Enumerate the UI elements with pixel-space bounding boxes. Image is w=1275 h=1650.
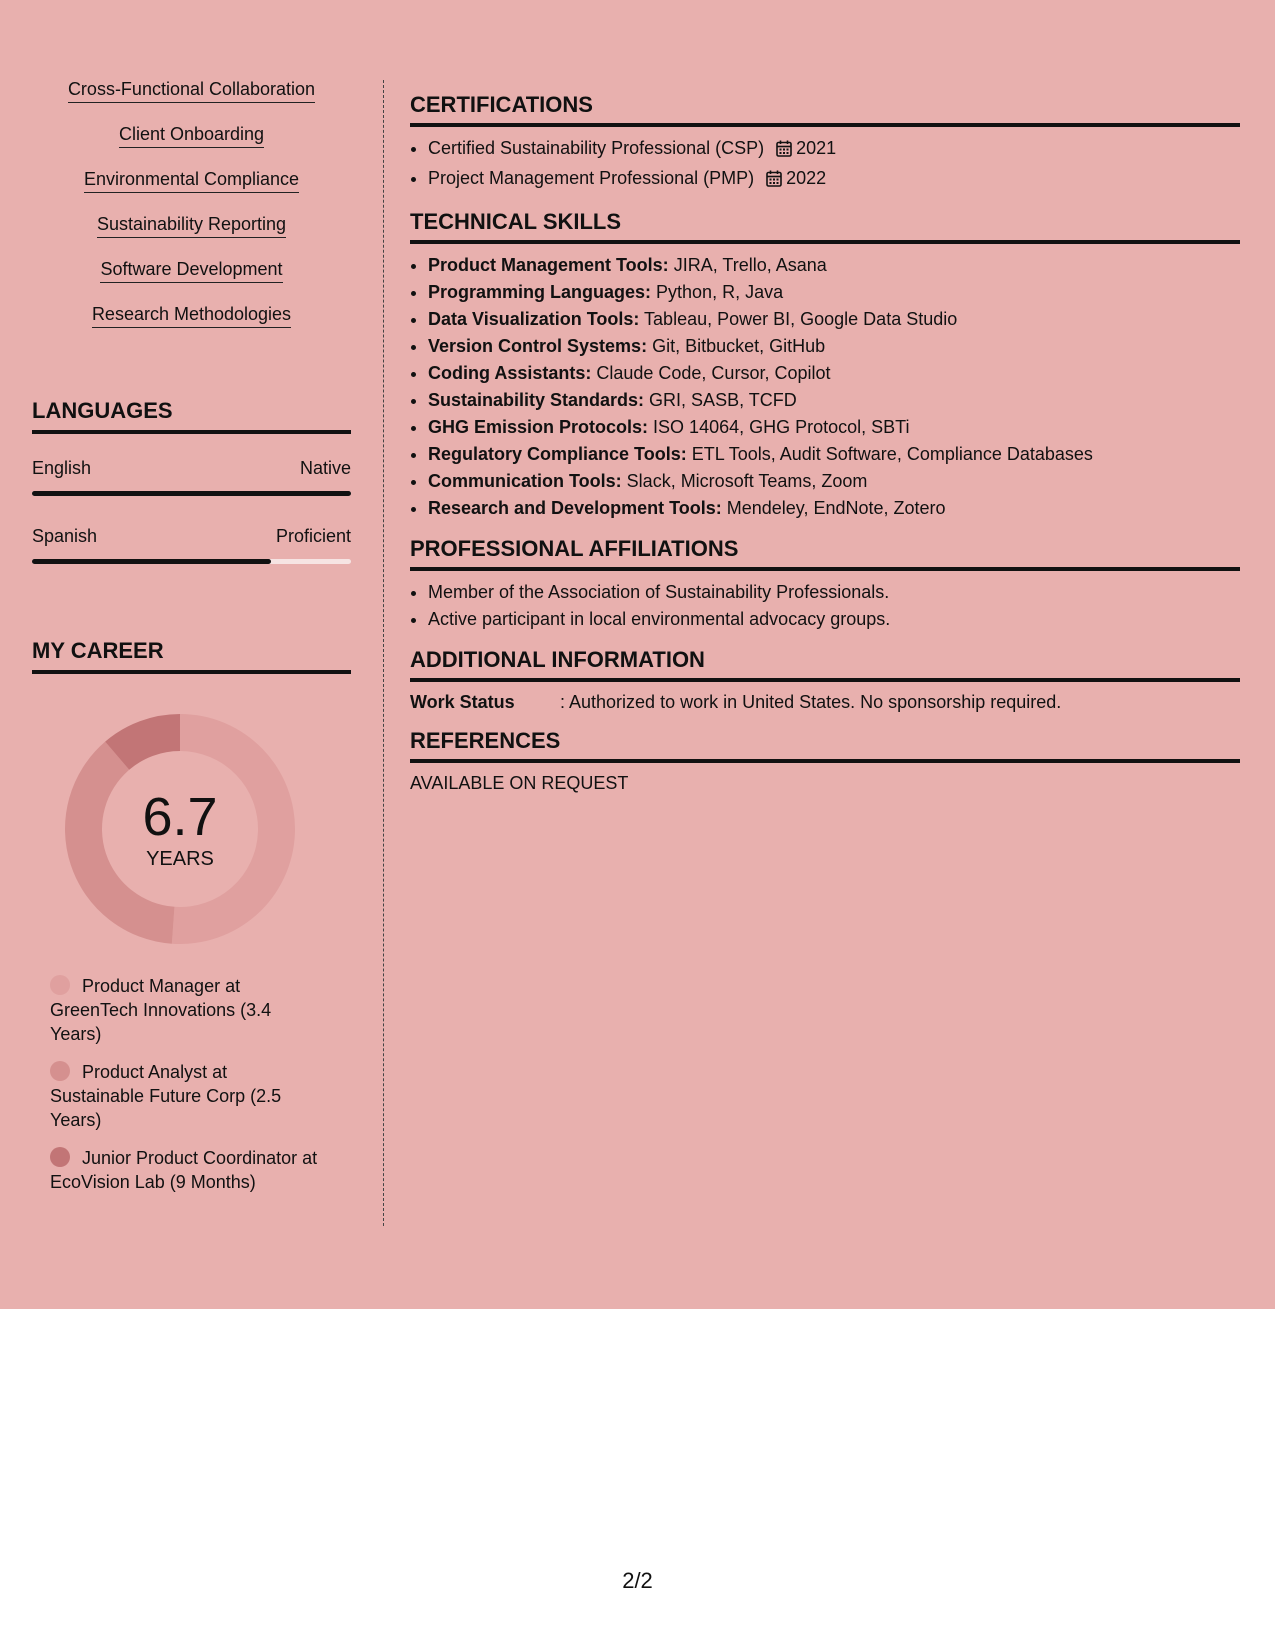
certifications-list [410,135,1240,195]
work-status-value: : Authorized to work in United States. No sponsorship required. [560,692,1062,712]
certification-name: Certified Sustainability Professional (CSP) [428,138,765,158]
legend-label: Product Manager at GreenTech Innovations (3.4 Years) [50,976,272,1044]
language-row [32,526,351,547]
certification-name: Project Management Professional (PMP) [428,168,755,188]
skill-category: GHG Emission Protocols: [428,417,649,437]
technical-skill-item [428,279,1240,306]
legend-item [50,1060,320,1132]
skill-item: Environmental Compliance [32,168,351,213]
skill-category: Research and Development Tools: [428,498,722,518]
certifications-title: CERTIFICATIONS [410,92,1240,127]
additional-info-section [410,647,1240,714]
career-title: MY CAREER [32,638,351,674]
legend-dot [50,975,70,995]
left-column [32,78,351,1208]
technical-skill-item [428,306,1240,333]
affiliation-item: • Active participant in local environmental advocacy groups. [428,606,1240,633]
certification-year: 2022 [786,168,827,188]
skill-category: Regulatory Compliance Tools: [428,444,687,464]
language-name: Spanish [32,526,98,546]
skill-item: Client Onboarding [32,123,351,168]
skill-item: Sustainability Reporting [32,213,351,258]
column-divider [383,80,384,1226]
career-legend [50,974,320,1194]
technical-skill-item [428,414,1240,441]
technical-skill-item [428,252,1240,279]
technical-skill-item [428,387,1240,414]
technical-skills-section [410,209,1240,522]
language-bar-fill [32,559,271,564]
affiliations-section [410,536,1240,633]
language-bar-fill [32,491,351,496]
skill-values: ISO 14064, GHG Protocol, SBTi [648,417,910,437]
skill-values: JIRA, Trello, Asana [668,255,827,275]
language-bar [32,559,351,564]
language-bar [32,491,351,496]
references-section [410,728,1240,794]
language-level: Native [299,458,351,478]
career-donut-chart [65,714,295,944]
skill-category: Coding Assistants: [428,363,592,383]
calendar-icon [766,168,782,195]
skill-values: Tableau, Power BI, Google Data Studio [639,309,958,329]
certifications-section [410,92,1240,195]
legend-dot [50,1147,70,1167]
additional-info-title: ADDITIONAL INFORMATION [410,647,1240,682]
languages-section [32,398,351,564]
skill-values: Slack, Microsoft Teams, Zoom [621,471,868,491]
certification-item [428,165,1240,195]
technical-skill-item [428,360,1240,387]
technical-skill-item [428,495,1240,522]
legend-label: Product Analyst at Sustainable Future Corp (2.5 Years) [50,1062,282,1130]
skill-values: Claude Code, Cursor, Copilot [591,363,831,383]
career-section [32,638,351,1194]
languages-title: LANGUAGES [32,398,351,434]
skill-category: Version Control Systems: [428,336,648,356]
affiliations-title: PROFESSIONAL AFFILIATIONS [410,536,1240,571]
skill-item: Research Methodologies [32,303,351,348]
skill-values: Python, R, Java [651,282,784,302]
technical-skill-item [428,468,1240,495]
skill-item: Cross-Functional Collaboration [32,78,351,123]
career-total-years: 6.7 [142,787,218,847]
work-status-row [410,690,1240,714]
language-name: English [32,458,92,478]
affiliation-item: • Member of the Association of Sustainability Professionals. [428,579,1240,606]
legend-dot [50,1061,70,1081]
technical-skill-item [428,441,1240,468]
career-total-unit: YEARS [146,848,214,870]
page-number: 2/2 [622,1568,653,1593]
certification-item [428,135,1240,165]
technical-skills-title: TECHNICAL SKILLS [410,209,1240,244]
skill-values: Mendeley, EndNote, Zotero [721,498,946,518]
work-status-label: Work Status [410,692,515,712]
affiliations-list [410,579,1240,633]
skill-values: Git, Bitbucket, GitHub [647,336,826,356]
legend-item [50,974,320,1046]
legend-item [50,1146,320,1194]
skill-values: ETL Tools, Audit Software, Compliance Databases [686,444,1093,464]
skill-values: GRI, SASB, TCFD [644,390,797,410]
donut-center [65,714,295,944]
language-level: Proficient [275,526,351,546]
calendar-icon [776,138,792,165]
skill-item: Software Development [32,258,351,303]
certification-year: 2021 [796,138,837,158]
references-title: REFERENCES [410,728,1240,763]
language-row [32,458,351,479]
references-text: AVAILABLE ON REQUEST [410,773,629,793]
legend-label: Junior Product Coordinator at EcoVision Lab (9 Months) [50,1148,318,1192]
skill-category: Communication Tools: [428,471,622,491]
skills-list [32,78,351,348]
skill-category: Sustainability Standards: [428,390,645,410]
technical-skill-item [428,333,1240,360]
skill-category: Data Visualization Tools: [428,309,640,329]
technical-skills-list [410,252,1240,522]
skill-category: Programming Languages: [428,282,652,302]
right-column [410,92,1240,808]
skill-category: Product Management Tools: [428,255,669,275]
